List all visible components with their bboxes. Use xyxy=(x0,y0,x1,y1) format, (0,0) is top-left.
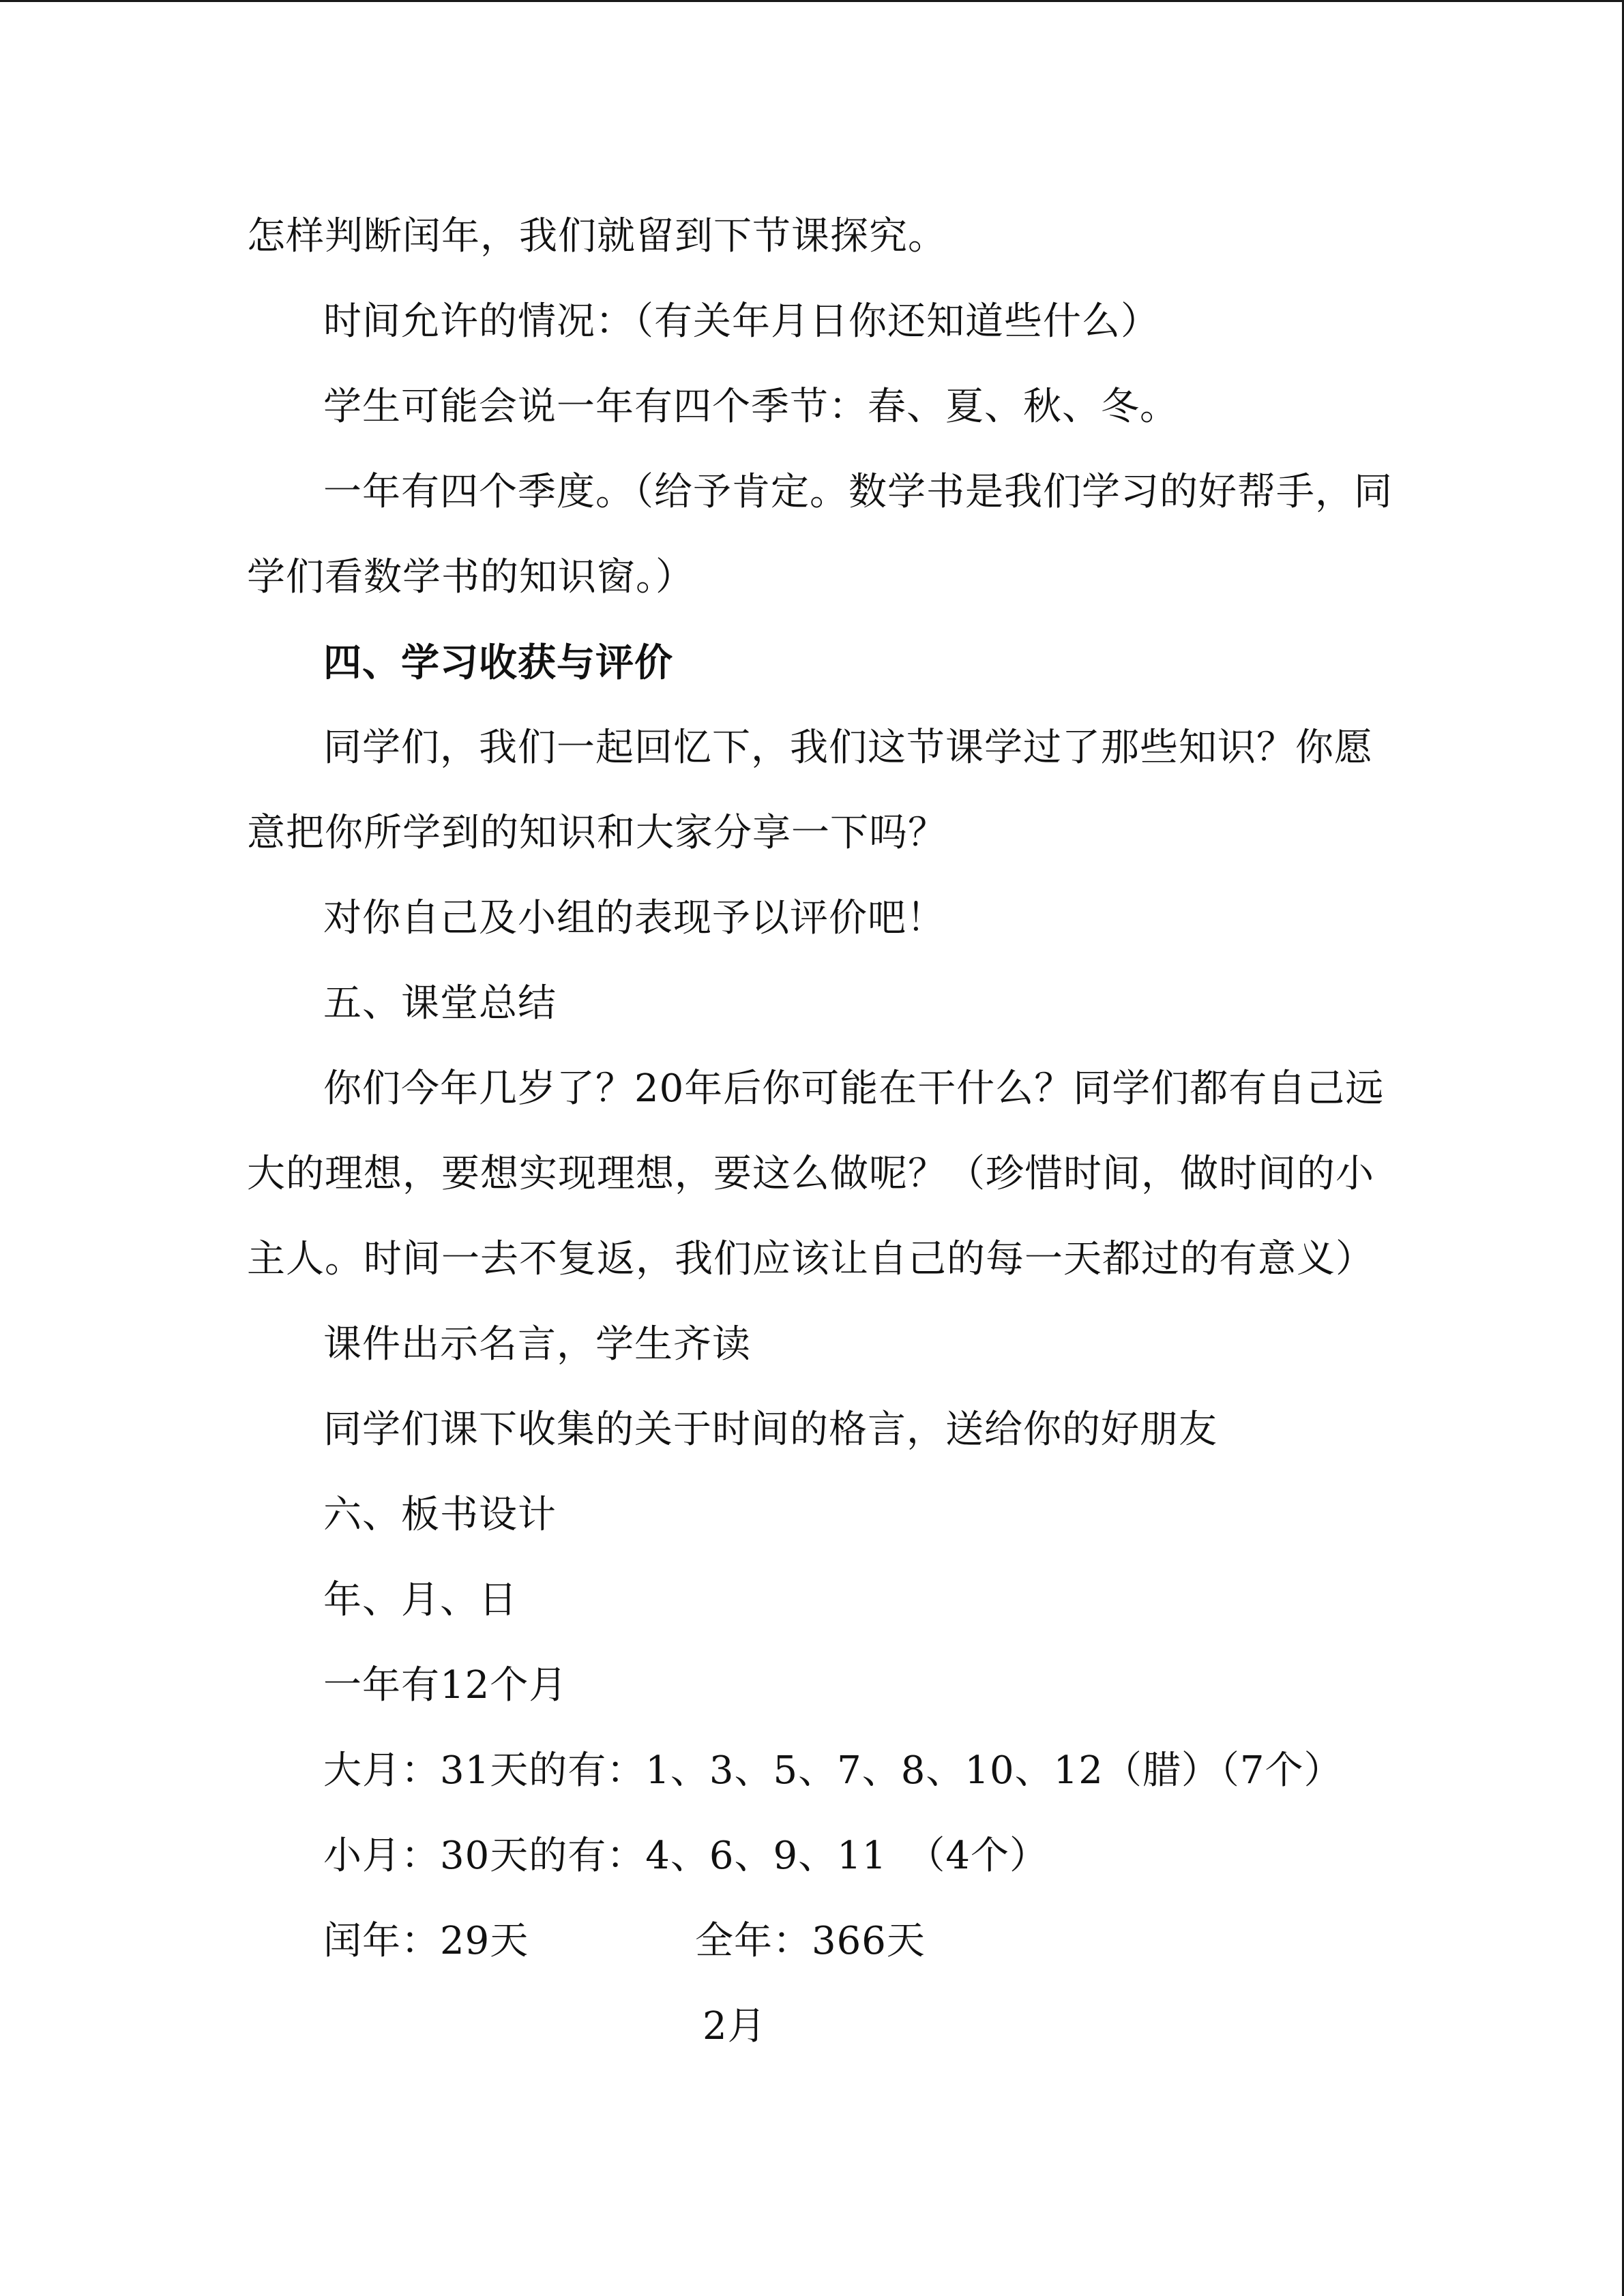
board-line: 闰年：29天 xyxy=(323,1919,529,1963)
board-line: 一年有12个月 xyxy=(323,1663,568,1708)
section-heading: 五、课堂总结 xyxy=(323,981,557,1026)
board-line: 2月 xyxy=(703,2004,767,2048)
section-heading: 四、学习收获与评价 xyxy=(323,640,673,685)
paragraph-line: 学们看数学书的知识窗。） xyxy=(247,555,694,599)
section-heading: 六、板书设计 xyxy=(323,1493,557,1537)
paragraph-line: 怎样判断闰年，我们就留到下节课探究。 xyxy=(247,214,947,258)
top-border-rule xyxy=(0,0,1624,2)
paragraph-line: 一年有四个季度。（给予肯定。数学书是我们学习的好帮手，同 xyxy=(323,470,1393,514)
paragraph-line: 意把你所学到的知识和大家分享一下吗？ xyxy=(247,811,947,855)
board-line: 小月：30天的有：4、6、9、11 （4个） xyxy=(323,1834,1049,1878)
board-line: 大月：31天的有：1、3、5、7、8、10、12（腊）（7个） xyxy=(323,1748,1343,1793)
board-line: 年、月、日 xyxy=(323,1578,518,1622)
paragraph-line: 同学们课下收集的关于时间的格言，送给你的好朋友 xyxy=(323,1407,1217,1452)
paragraph-line: 对你自己及小组的表现予以评价吧！ xyxy=(323,896,945,940)
paragraph-line: 课件出示名言，学生齐读 xyxy=(323,1322,751,1367)
paragraph-line: 时间允许的情况：（有关年月日你还知道些什么） xyxy=(323,299,1160,344)
board-line: 全年：366天 xyxy=(695,1919,926,1963)
paragraph-line: 主人。时间一去不复返，我们应该让自己的每一天都过的有意义） xyxy=(247,1237,1374,1281)
paragraph-line: 你们今年几岁了？20年后你可能在干什么？同学们都有自己远 xyxy=(323,1067,1385,1111)
paragraph-line: 学生可能会说一年有四个季节：春、夏、秋、冬。 xyxy=(323,385,1179,429)
paragraph-line: 同学们，我们一起回忆下，我们这节课学过了那些知识？你愿 xyxy=(323,726,1373,770)
paragraph-line: 大的理想，要想实现理想，要这么做呢？（珍惜时间，做时间的小 xyxy=(247,1152,1374,1196)
